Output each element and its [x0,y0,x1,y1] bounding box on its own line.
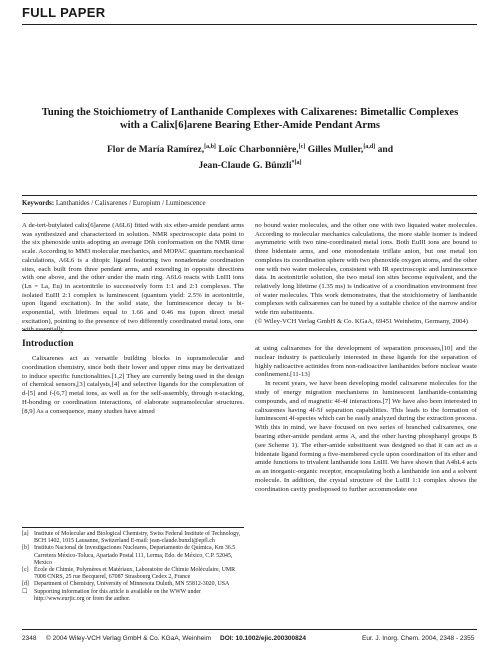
section-header: FULL PAPER [22,5,106,20]
footer-rule [22,629,477,630]
page-number: 2348 [22,635,37,642]
author-bunzli: Jean-Claude G. Bünzli [198,159,292,171]
abstract-text-left: A de-tert-butylated calix[6]arene (A6L6) fitted with six ether-amide pendant arms was synthesized and characterized in solution. NMR spectroscopic data point to the six phenoxide units adopting an average D6h conformation on the NMR time scale. According to MM3 molecular mechanics, and MOPAC quantum mechanical calculations, A6L6 is a ditopic ligand featuring two nonadentate coordination sites, each built from three pendant arms, and extending in opposite directions with one above, and the other under the main ring. A6L6 reacts with LnIII ions (Ln = La, Eu) in acetonitrile to successively form 1:1 and 2:1 complexes. The isolated EuIII 2:1 complex is luminescent (quantum yield: 2.5% in acetonitrile, upon ligand excitation). In the solid state, the luminescence decay is bi-exponential, with lifetimes equal to 1.66 and 0.46 ms (upon direct metal excitation), pointing to the presence of two differently coordinated metal ions, one with essentially [22,222,244,334]
footnote-rule [22,527,244,528]
footnote-supporting-info: ☐ Supporting information for this article is available on the WWW under http://www.eurjic.org or from the author. [22,588,201,602]
intro-heading: Introduction [22,339,74,349]
abstract-left [22,222,244,335]
author-affil: [a,d] [363,144,376,150]
paragraph: Calixarenes act as versatile building blocks in supramolecular and coordination chemistry, since both their lower and upper rims may be derivatized to induce specific functionalities.[1,2] They are currently being used in the design of chemical sensors,[3] catalysts,[4] and selective ligands for the complexation of d-[5] and f-[6,7] metal ions, as well as for the self-assembly, through π-stacking, H-bonding or coordination interactions, of elaborate supramolecular structures.[8,9] As a consequence, many studies have aimed [22,355,244,415]
paragraph: at using calixarenes for the development of separation processes,[10] and the nuclear industry is particularly interested in these ligands for the separation of highly radioactive actinides from non-radioactive lanthanides before nuclear waste confinement.[11-13] [255,345,477,379]
footnote: [d] Department of Chemistry, University of Minnesota Duluth, MN 55812-3020, USA [22,581,230,588]
author-and: and [375,144,394,156]
abstract-rule [22,330,477,331]
author-muller: Gilles Muller, [305,144,364,156]
article-title: Tuning the Stoichiometry of Lanthanide Complexes with Calixarenes: Bimetallic Complexes with a Calix[6]arene Bearing Ether-Amide Pendant Arms [41,107,459,131]
intro-right-column [255,345,477,495]
keywords [22,200,477,207]
footnote: [c] École de Chimie, Polymères et Matériaux, Laboratoire de Chimie Moléculaire, UMR 7008 CNRS, 25 rue Becquerel, 67087 Strasbourg Cedex 2, France [22,567,236,581]
abstract-right [255,222,477,326]
footer-copyright: © 2004 Wiley-VCH Verlag GmbH & Co. KGaA, Weinheim [46,635,212,642]
keywords-text: Lanthanides / Calixarenes / Europium / Luminescence [54,200,206,207]
header-rule [22,24,477,25]
footnote: [b] Instituto Nacional de Investigaciones Nucleares, Departamento de Química, Km 36.5 Carretera México-Toluca, Apartado Postal 111, Lerma, Edo. de México, C.P. 52045, Mexico [22,545,236,566]
footer-doi: DOI: 10.1002/ejic.200300824 [220,635,307,642]
keywords-label: Keywords: [22,200,55,207]
keywords-rule-bottom [22,213,477,214]
author-affil: [c] [298,144,306,150]
footnote: [a] Institute of Molecular and Biological Chemistry, Swiss Federal Institute of Technology, BCH 1402, 1015 Lausanne, Switzerland E-mail: jean-claude.bunzli@epfl.ch [22,531,241,545]
author-list [60,141,440,172]
footer-journal: Eur. J. Inorg. Chem. 2004, 2348 - 2355 [362,635,475,642]
footnotes [22,531,244,603]
author-ramirez: Flor de María Ramírez, [106,144,205,156]
abstract-text-right: no bound water molecules, and the other one with two liquated water molecules. According to molecular mechanics calculations, the more stable isomer is indeed asymmetric with two nine-coordinated metal ions. Both EuIII ions are bound to three bidentate arms, and one monodentate triflate anion, but one metal ion completes its coordination sphere with two phenoxide oxygen atoms, and the other one with two water molecules, consistent with IR spectroscopic and luminescence data. In acetonitrile solution, the two metal ion sites become equivalent, and the relatively long lifetime (1.35 ms) is indicative of a coordination environment free of water molecules. This work demonstrates, that the stoichiometry of lanthanide complexes with calixarenes can be tuned by a suitable choice of the narrow and/or wide rim substituents. [255,222,477,317]
author-affil: [a,b] [204,144,216,150]
paragraph: In recent years, we have been developing model calixarene molecules for the study of energy migration mechanisms in luminescent lanthanide-containing compounds, and of magnetic 4f-4f interactions.[7] We have also been interested in calixarenes having 4f-5f separation capabilities. This leads to the formation of luminescent 4f-species which can be easily analyzed during the extraction process. With this in mind, we have focused on two series of branched calixarenes, one bearing ether-amide pendant arms A, and the other having phosphanyl groups B (see Scheme 1). The ether-amide substituent was designed so that it can act as a bidentate ligand forming a five-membered cycle upon coordination of its ether and amide functions to trivalent lanthanide ions LnIII. We have shown that A4bL4 acts as an inorganic-organic receptor, encapsulating both a lanthanide ion and a solvent molecule. In addition, the crystal structure of the LuIII 1:1 complex shows the coordination cavity predisposed to further accommodate one [255,380,477,493]
author-charbonniere: Loïc Charbonnière, [215,144,299,156]
abstract-copyright: (© Wiley-VCH Verlag GmbH & Co. KGaA, 69451 Weinheim, Germany, 2004) [255,317,468,325]
intro-left-column [22,355,244,417]
keywords-rule-top [22,195,477,196]
author-affil: *[a] [291,159,302,166]
